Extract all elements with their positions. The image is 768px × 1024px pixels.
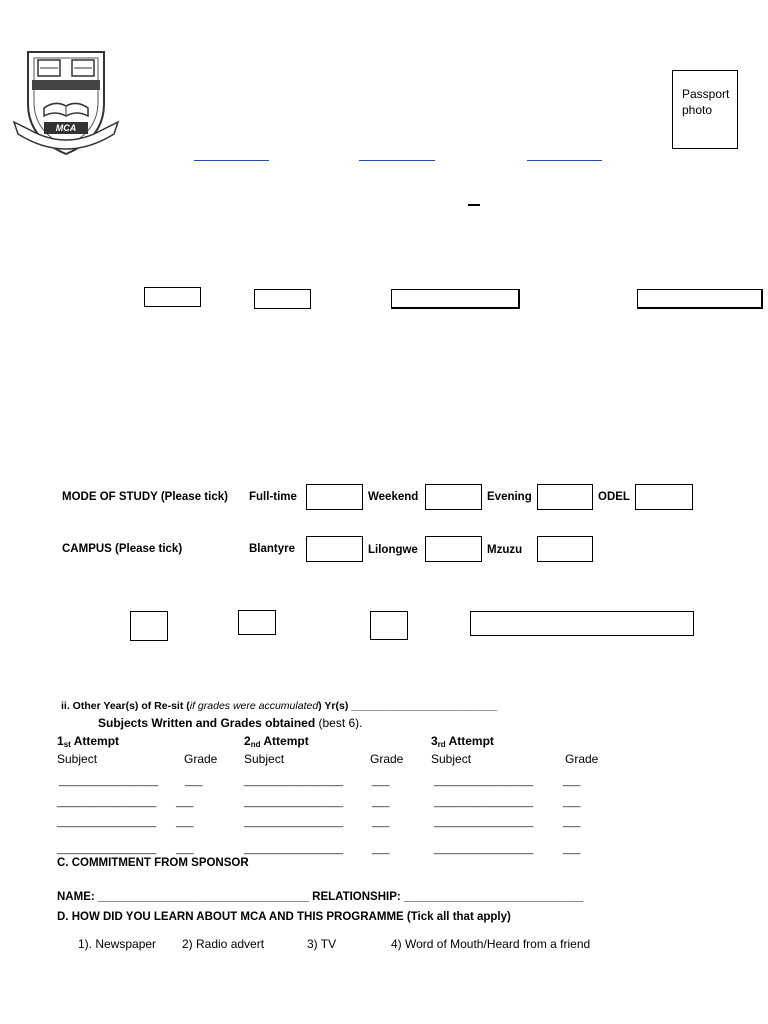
title-dash bbox=[468, 204, 480, 206]
mode-checkbox-evening[interactable] bbox=[537, 484, 593, 510]
blank-subject[interactable]: _________________ bbox=[244, 796, 344, 808]
attempt-1-subject-header: Subject bbox=[57, 752, 98, 766]
field-box-6[interactable] bbox=[238, 610, 276, 635]
blank-grade[interactable]: ___ bbox=[372, 775, 390, 787]
attempt-2-heading: 2nd Attempt bbox=[244, 734, 309, 749]
campus-option-lilongwe: Lilongwe bbox=[368, 544, 418, 556]
logo-text: MCA bbox=[55, 123, 77, 133]
campus-checkbox-lilongwe[interactable] bbox=[425, 536, 482, 562]
blank-subject[interactable]: _________________ bbox=[57, 843, 157, 855]
learn-heading: D. HOW DID YOU LEARN ABOUT MCA AND THIS PROGRAMME (Tick all that apply) bbox=[57, 911, 511, 923]
campus-checkbox-blantyre[interactable] bbox=[306, 536, 363, 562]
blank-grade[interactable]: ___ bbox=[372, 796, 390, 808]
sponsor-heading: C. COMMITMENT FROM SPONSOR bbox=[57, 857, 249, 869]
field-box-8[interactable] bbox=[470, 611, 694, 636]
crest-icon bbox=[10, 42, 122, 160]
blank-grade[interactable]: ___ bbox=[176, 843, 194, 855]
blank-subject[interactable]: _________________ bbox=[59, 775, 159, 787]
mode-checkbox-odel[interactable] bbox=[635, 484, 693, 510]
learn-option-tv[interactable]: 3) TV bbox=[307, 937, 337, 951]
campus-checkbox-mzuzu[interactable] bbox=[537, 536, 593, 562]
resit-line: ii. Other Year(s) of Re-sit (if grades were accumulated) Yr(s) _________________________ bbox=[61, 700, 498, 712]
field-box-5[interactable] bbox=[130, 611, 168, 641]
field-box-1[interactable] bbox=[144, 287, 201, 307]
blank-grade[interactable]: ___ bbox=[563, 775, 581, 787]
blank-grade[interactable]: ___ bbox=[372, 816, 390, 828]
header-blank-1 bbox=[194, 160, 269, 161]
blank-subject[interactable]: _________________ bbox=[244, 775, 344, 787]
blank-subject[interactable]: _________________ bbox=[244, 843, 344, 855]
campus-label: CAMPUS (Please tick) bbox=[62, 543, 183, 555]
attempt-3-grade-header: Grade bbox=[565, 752, 599, 766]
header-blank-3 bbox=[527, 160, 602, 161]
mode-of-study-label: MODE OF STUDY (Please tick) bbox=[62, 491, 228, 503]
learn-option-newspaper[interactable]: 1). Newspaper bbox=[78, 937, 157, 951]
field-box-2[interactable] bbox=[254, 289, 311, 309]
campus-option-mzuzu: Mzuzu bbox=[487, 544, 523, 556]
blank-subject[interactable]: _________________ bbox=[434, 816, 534, 828]
blank-grade[interactable]: ___ bbox=[563, 843, 581, 855]
mode-option-weekend: Weekend bbox=[368, 491, 419, 503]
attempt-3-heading: 3rd Attempt bbox=[431, 734, 494, 749]
blank-grade[interactable]: ___ bbox=[563, 816, 581, 828]
blank-subject[interactable]: _________________ bbox=[57, 796, 157, 808]
attempt-2-grade-header: Grade bbox=[370, 752, 404, 766]
attempt-1-heading: 1st Attempt bbox=[57, 734, 120, 749]
field-box-4[interactable] bbox=[637, 289, 763, 309]
mode-option-fulltime: Full-time bbox=[249, 491, 297, 503]
header-blank-2 bbox=[359, 160, 435, 161]
attempt-3-subject-header: Subject bbox=[431, 752, 472, 766]
blank-subject[interactable]: _________________ bbox=[244, 816, 344, 828]
campus-option-blantyre: Blantyre bbox=[249, 543, 296, 555]
blank-subject[interactable]: _________________ bbox=[57, 816, 157, 828]
passport-photo-box[interactable]: Passport photo bbox=[672, 70, 738, 149]
blank-subject[interactable]: _________________ bbox=[434, 775, 534, 787]
learn-option-word-of-mouth[interactable]: 4) Word of Mouth/Heard from a friend bbox=[391, 937, 591, 951]
mode-option-odel: ODEL bbox=[598, 491, 630, 503]
blank-grade[interactable]: ___ bbox=[185, 775, 203, 787]
blank-grade[interactable]: ___ bbox=[176, 816, 194, 828]
blank-subject[interactable]: _________________ bbox=[434, 796, 534, 808]
college-logo bbox=[10, 42, 122, 160]
subjects-heading: Subjects Written and Grades obtained (best 6). bbox=[98, 716, 363, 730]
blank-grade[interactable]: ___ bbox=[176, 796, 194, 808]
field-box-3[interactable] bbox=[391, 289, 520, 309]
learn-option-radio[interactable]: 2) Radio advert bbox=[182, 937, 265, 951]
blank-grade[interactable]: ___ bbox=[372, 843, 390, 855]
blank-grade[interactable]: ___ bbox=[563, 796, 581, 808]
blank-subject[interactable]: _________________ bbox=[434, 843, 534, 855]
mode-option-evening: Evening bbox=[487, 491, 532, 503]
sponsor-name-line[interactable]: NAME: _________________________________ RELATIONSHIP: ____________________________ bbox=[57, 891, 584, 903]
mode-checkbox-weekend[interactable] bbox=[425, 484, 482, 510]
attempt-1-grade-header: Grade bbox=[184, 752, 218, 766]
attempt-2-subject-header: Subject bbox=[244, 752, 285, 766]
field-box-7[interactable] bbox=[370, 611, 408, 640]
mode-checkbox-fulltime[interactable] bbox=[306, 484, 363, 510]
